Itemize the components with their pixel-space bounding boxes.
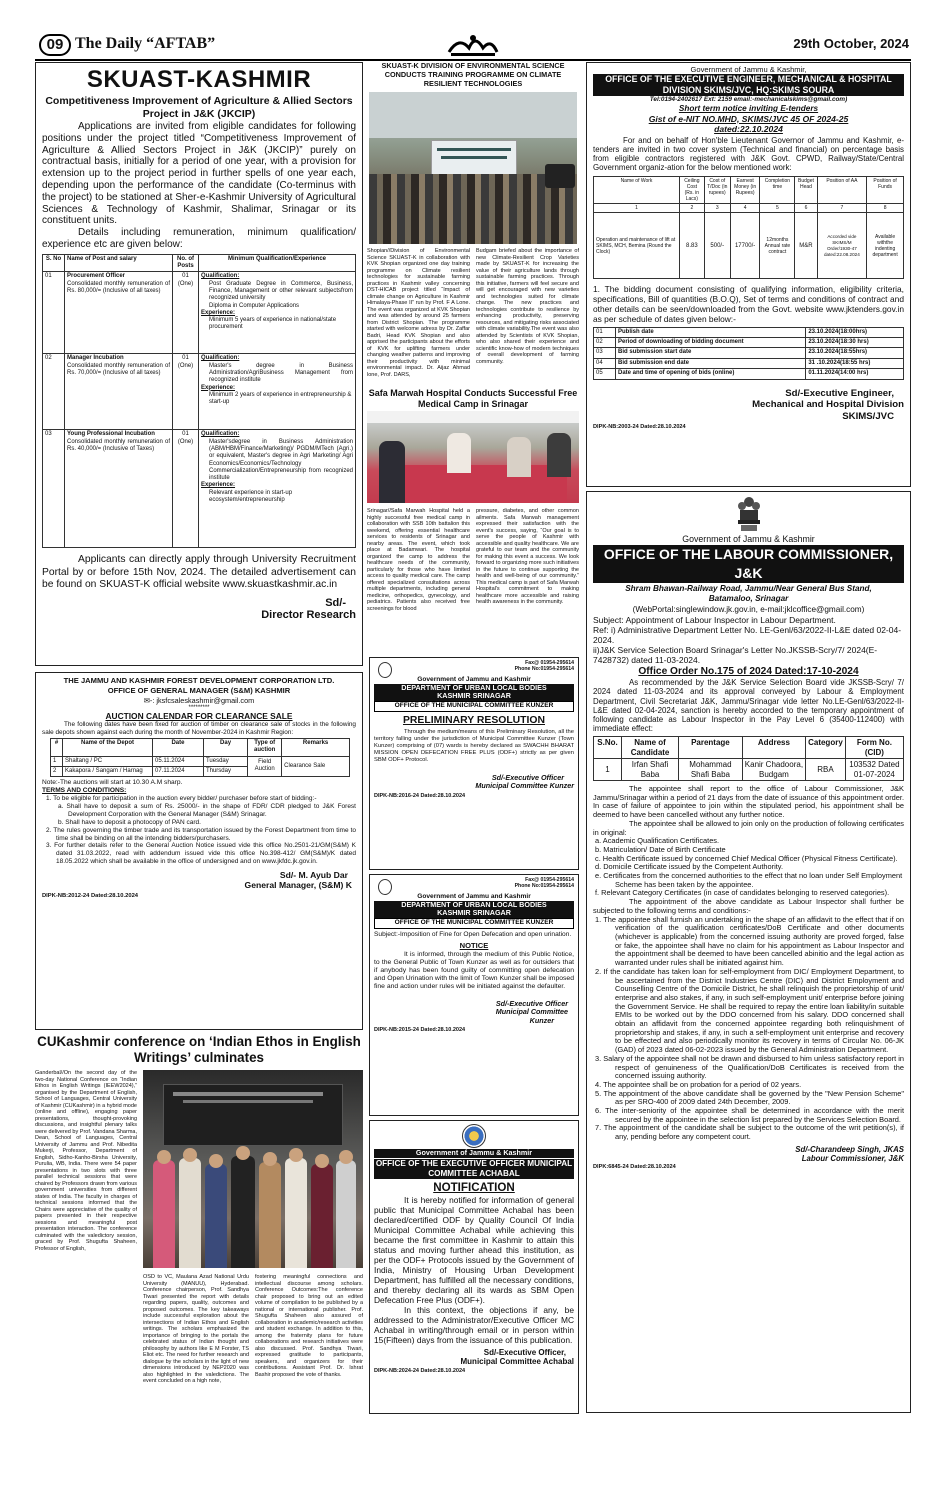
skuast-para2: Details including remuneration, minimum qualification/ experience etc are given below:	[42, 227, 356, 250]
face	[315, 1154, 329, 1168]
list-item: 5. The appointment of the above candidate shall be governed by the "New Pension Scheme" as per SRO-400 of 2009 dated 24th December, 2009.	[595, 1088, 904, 1107]
skims-para: 1. The bidding document consisting of qualifying information, eligibility criteria, specifications, Bill of quantities (B.O.Q), Set of terms and conditions of contract and other details can be seen/downloaded from the Govt. website www.jktenders.gov.in as per schedule of dates given below:-	[593, 284, 904, 324]
list-item: 4. The appointee shall be on probation for a period of 02 years.	[595, 1079, 802, 1089]
phone: Phone No:01954-295614	[514, 883, 574, 890]
dipk-number: DIPK-NB:2016-24 Dated:28.10.2024	[374, 792, 466, 799]
skims-tender-advert	[586, 62, 911, 487]
dept2: KASHMIR SRINAGAR	[437, 908, 511, 918]
skims-sd: Sd/-Executive Engineer,	[785, 387, 894, 399]
vehicle	[545, 164, 575, 188]
ref1: Ref: i) Administrative Department Letter No. LE-Genl/63/2022-II-L&E dated 02-04-2024.	[593, 625, 902, 646]
th: Name of Candidate	[622, 737, 679, 759]
dates-table	[593, 327, 904, 380]
office-name: OFFICE OF THE MUNICIPAL COMMITTEE KUNZER	[374, 918, 574, 929]
face	[289, 1148, 303, 1162]
fax: Fax@ 01954-295614	[525, 660, 574, 666]
th-depot: Name of the Depot	[63, 739, 153, 756]
term-item: a. Shall have to deposit a sum of Rs. 25000/- in the shape of FDR/ CDR pledged to J&K Forest Development Corporation with the General Manager (S&M) Srinagar.	[58, 802, 356, 818]
th-posts: No. of Posts	[173, 254, 199, 272]
th: Parentage	[679, 737, 743, 759]
resolution-body: Through the medium/means of this Preliminary Resolution, all the territory falling under the jurisdiction of Municipal Committee Kunzer (Town Kunzer) comprising of (07) wards is hereby declared as SWACHH BHARAT MISSION OPEN DEFECATION FREE PLUS (ODF+) strictly as per given SBM ODF+ Protocol.	[374, 728, 574, 763]
face	[263, 1152, 277, 1166]
person	[336, 1160, 356, 1268]
skuast-para1: Applications are invited from eligible candidates for following positions under the project titled “Competitiveness Improvement of Agriculture & Allied Sectors Project in J&K (JKCIP)” purely on contractual basis, initially for a period of one year, with a provision for extension up to the project period in further spells of one year each, depending upon the performance of the candidate (Co-terminus with the project) to be stationed at Sher-e-Kashmir University of Agricultural Sciences & Technology of Kashmir, Shalimar, Srinagar or its constituent units.	[42, 121, 356, 227]
skims-tel: Tel:0194-2402617 Ext: 2159 email:-mechanicalskims@gmail.com)	[649, 96, 848, 103]
issue-date: 29th October, 2024	[793, 36, 909, 51]
skims-table	[593, 176, 904, 279]
medical-camp-photo	[367, 411, 579, 503]
marwah-article	[367, 388, 579, 654]
govt-line: Government of Jammu and Kashmir	[417, 675, 531, 683]
office-order: Office Order No.175 of 2024 Dated:17-10-2024	[638, 666, 859, 678]
mail-icon: ✉	[143, 696, 150, 705]
term-item: 1. To be eligible for participation in the auction every bidder/ purchaser before start of bidding:-	[46, 795, 317, 802]
forest-terms	[42, 795, 356, 866]
achabal-advert	[369, 1120, 579, 1414]
marwah-col2: pressure, diabetes, and other common ailments. Safa Marwah management expressed their satisfaction with the event's success, saying, “Our goal is to serve the people of Kashmir with accessible and quality healthcare. We are grateful to our team and the community for making this event a success. We look forward to organizing more such initiatives in the future to continue supporting the health and well-being of our community.” This medical camp is part of Safa Marwah Hospital's commitment to making healthcare more accessible and raising health awareness in the community.	[476, 508, 579, 605]
cell: Mohammad Shafi Baba	[679, 759, 743, 781]
table	[397, 465, 567, 503]
post-salary: Consolidated monthly remuneration of Rs. 40,000/= (Inclusive of Taxes)	[67, 438, 170, 452]
cell: 6	[795, 204, 817, 213]
masthead	[35, 30, 911, 60]
table-row	[594, 369, 904, 379]
cell: 2	[680, 204, 705, 213]
th: Form No. (CID)	[845, 737, 903, 759]
cell: Bid submission end date	[616, 358, 806, 368]
cond-list	[593, 916, 904, 1142]
table-row	[594, 213, 904, 279]
page-number: 09	[39, 34, 71, 56]
skuast-subtitle: Competitiveness Improvement of Agriculture & Allied Sectors Project in J&K (JKCIP)	[45, 95, 353, 120]
paper-name: The Daily “AFTAB”	[75, 35, 216, 52]
th-num: #	[51, 739, 63, 756]
skuast-signatory: Director Research	[261, 609, 356, 622]
cell: Operation and maintenance of lift at SKIMS, MCH, Bemina (Round the Clock)	[594, 213, 680, 279]
labour-para1: The appointee shall report to the office of Labour Commissioner, J&K Jammu/Srinagar within a period of 21 days from the date of issuance of this appointment order. In case of failure of appointee to join within the stipulated period, his appointment shall be deemed to have been cancelled without any further notice.	[593, 784, 904, 820]
person	[547, 433, 571, 477]
cell: 103532 Dated 01-07-2024	[845, 759, 903, 781]
govt-emblem	[378, 662, 392, 678]
cell: 8.83	[680, 213, 705, 279]
short-notice: Short term notice inviting E-tenders	[678, 104, 819, 113]
marwah-headline: Safa Marwah Hospital Conducts Successful Free Medical Camp in Srinagar	[368, 388, 578, 409]
th: Position of Funds	[867, 177, 904, 204]
notification-body2: In this context, the objections if any, be addressed to the Administrator/Executive Officer MC Achabal in writing/through email or in person within 15(Fifteen) days from the issuance of this publication.	[374, 1304, 574, 1345]
cell: 17700/-	[730, 213, 760, 279]
dipk-number: DIPK:6845-24 Dated:28.10.2024	[593, 1164, 676, 1171]
dipk-number: DIPK-NB:2012-24 Dated:28.10.2024	[42, 893, 139, 900]
notice-subject: Subject:-Imposition of Fine for Open Defecation and open urination.	[374, 930, 572, 938]
training-col1: Shopian//Division of Environmental Science SKUAST-K in collaboration with KVK Shopian organized one day training programme on Climate resilient technologies for sustainable farming practices in Kashmir valley concerning DST-HICAB project titled “Impact of climate change on Agriculture in Kashmir Himalaya-Phase II” run by Prof. F A Lone. The event was organized at KVK Shopian and was attended by around 25 farmers from District Shopian. The programme started with welcome adress by Dr. Zaffar Badri, Head KVK Shopian and also apprised the participants about the efforts of KVK for uplifting farmers under changing weather patterns and improving their productivity with minimal environmental impact. Dr. Aijaz Ahmad lone, Prof. DARS,	[367, 248, 470, 378]
exp-label: Experience:	[201, 309, 236, 316]
th-type: Type of auction	[248, 739, 282, 756]
notification-body: It is hereby notified for information of general public that Municipal Committee Achabal has been declared/certified ODF by Quality Council Of India Municipal Committee Achabal while achieving this became the first committee in Kashmir to attain this status and moving further ahead this institution, as per the ODF+ Protocols issued by the Government of India, Ministry of Housing Urban Development Department, has fulfilled all the necessary conditions, and thereby declaring all its wards as SBM Open Defecation Free Plus (ODF+).	[374, 1194, 574, 1305]
training-article	[367, 62, 579, 384]
skuast-title: SKUAST-KASHMIR	[86, 66, 312, 93]
cell: 05.11.2024	[153, 756, 204, 766]
govt-line: Government of Jammu & Kashmir	[682, 534, 815, 544]
th-post: Name of Post and salary	[65, 254, 173, 272]
govt-line: Government of Jammu & Kashmir,	[690, 65, 807, 74]
cell-remarks: Clearance Sale	[282, 756, 350, 776]
cell: 23.10.2024(18:00hrs)	[806, 327, 904, 337]
th-date: Date	[153, 739, 204, 756]
th: S.No.	[594, 737, 622, 759]
table-row	[43, 430, 356, 548]
cell: 1	[594, 759, 622, 781]
kunzer-notice-advert	[369, 874, 579, 1116]
cell: Kakapora / Sangam / Harnag	[63, 766, 153, 776]
cell: Date and time of opening of bids (online)	[616, 369, 806, 379]
cell: Tuesday	[203, 756, 247, 766]
th-qual: Minimum Qualification/Experience	[199, 254, 356, 272]
list-item: a. Academic Qualification Certificates.	[595, 836, 720, 846]
skuast-advert	[35, 62, 363, 666]
person	[179, 1158, 201, 1268]
th-day: Day	[203, 739, 247, 756]
exp-label: Experience:	[201, 482, 236, 489]
cell-sno: 03	[43, 430, 65, 548]
cell: 5	[760, 204, 795, 213]
skims-sig2: SKIMS/JVC	[842, 410, 894, 422]
th: Budget Head	[795, 177, 817, 204]
cell: 03	[594, 348, 616, 358]
cell: 7	[817, 204, 867, 213]
cell-type: Field Auction	[248, 756, 282, 776]
banner-text	[437, 148, 511, 151]
cuk-conference-photo	[143, 1070, 363, 1268]
forest-title1: THE JAMMU AND KASHMIR FOREST DEVELOPMENT CORPORATION LTD.	[63, 676, 335, 685]
th: Ceiling Cost (Rs. in Lacs)	[680, 177, 705, 204]
list-item: 1. The appointee shall furnish an undertaking in the shape of an affidavit to the effect that if on verification of the qualification certificates/DoB Certificate and other documents (whichever is applicable) from the concerned issuing authority are proved forged, false or fake, the appointee shall have no claim for his appointment as Labour Inspector and the appointment shall be deemed to have been cancelled abinitio and the legal action as warranted under rules shall be initiated against him.	[595, 914, 904, 968]
exp-label: Experience:	[201, 384, 236, 391]
forest-title2: OFFICE OF GENERAL MANAGER (S&M) KASHMIR	[107, 685, 291, 695]
exp-item: Relevant experience in start-up ecosystem/entrepreneurship	[209, 489, 293, 504]
office-bar: OFFICE OF THE EXECUTIVE OFFICER MUNICIPAL COMMITTEE ACHABAL	[375, 1158, 573, 1178]
cell: Thursday	[203, 766, 247, 776]
term-item: 3. For further details refer to the General Auction Notice issued vide this office No.2501-21/GM(S&M) K dated 31.03.2022, read with addendum issued vide this office No.398-412/ GM(S&M)/K dated 18.05.2022 which shall be available in the office of undersigned and on www.jkfdc.jk.gov.in.	[46, 842, 356, 866]
resolution-heading: PRELIMINARY RESOLUTION	[402, 714, 545, 726]
person	[205, 1164, 227, 1268]
cuk-headline: CUKashmir conference on ‘Indian Ethos in English Writings’ culminates	[37, 1034, 361, 1065]
office-bar	[593, 74, 904, 96]
ref2: ii)J&K Service Selection Board Srinagar's Letter No.JKSSB-Scry/7/ 2024(E-7428732) dated 11-03-2024.	[593, 645, 878, 666]
th: Cost of T/Doc (in rupees)	[704, 177, 730, 204]
cell: 12months Annual rate contract	[760, 213, 795, 279]
list-item: 3. Salary of the appointee shall not be drawn and disbursed to him unless satisfactory report in respect of genuineness of the Qualification/DoB Certificates is received from the concerned issuing authority.	[595, 1053, 904, 1081]
cuk-article	[35, 1034, 363, 1452]
ashoka-emblem-icon	[736, 494, 762, 534]
person	[311, 1164, 333, 1268]
list-item: c. Health Certificate issued by concerned Chief Medical Officer (Physical Fitness Certificate).	[595, 853, 898, 863]
dept1: DEPARTMENT OF URBAN LOCAL BODIES	[401, 682, 547, 692]
qual-item: Master's degree in Business Administration/AgriBusiness Management from recognized institute	[209, 362, 353, 384]
cell-sno: 01	[43, 272, 65, 354]
skuast-table	[42, 254, 356, 549]
th: Category	[806, 737, 846, 759]
banner-text	[441, 156, 507, 159]
dept2: KASHMIR SRINAGAR	[437, 691, 511, 701]
cell: Available withthe indenting department	[867, 213, 904, 279]
cell: RBA	[806, 759, 846, 781]
banner-text	[173, 1092, 323, 1096]
labour-signatory: Labour Commissioner, J&K	[801, 1154, 904, 1164]
cell: Period of downloading of bidding document	[616, 338, 806, 348]
dipk-number: DIPK-NB:2003-24 Dated:28.10.2024	[593, 424, 686, 431]
th: Address	[742, 737, 805, 759]
notice-body: It is informed, through the medium of this Public Notice, to the General Public of Town Kunzer as well as for outsiders that if anybody has been found guilty of committing open defecation and Open Urination with the limit of Town Kunzer shall be imposed fine and action under rules will be initiated against the defaulter.	[374, 950, 574, 991]
labour-sd: Sd/-Charandeep Singh, JKAS	[795, 1144, 904, 1154]
post-name: Procurement Officer	[67, 273, 126, 280]
achabal-signatory: Municipal Committee Achabal	[460, 1357, 574, 1367]
face	[183, 1148, 197, 1162]
cell-qual	[199, 430, 356, 548]
th-remarks: Remarks	[282, 739, 350, 756]
cell: 07.11.2024	[153, 766, 204, 776]
cell-post	[65, 354, 173, 430]
cuk-col3: fostering meaningful connections and intellectual discourse among scholars. Conference Outcomes:The conference chair proposed to bring out an edited volume of compilation to be published by a national or international publisher. Prof. Shugufta Shaheen also assured of collaboration in academic/research activities and student exchange. In addition to this, among the fraternity plans for future collaborations and research initiatives were also discussed. Prof. Sandhya Tiwari, expressed gratitude to participants, speakers, and organizers for their contributions. Assistant Prof. Dr. Ishrat Bashir proposed the vote of thanks.	[255, 1274, 363, 1378]
dept-bar	[374, 901, 574, 929]
marwah-col1: Srinagar//Safa Marwah Hospital held a highly successful free medical camp in collaboration with SSB 10th battalion this weekend, offering essential healthcare services to residents of Srinagar and nearby areas. The event, which took place at Badamwari. The hospital organized the camp to address the healthcare needs of the community, particularly for those who have limited access to quality medical care. The camp offered specialized consultations across multiple departments, including general medicine, orthopedics, gynecology, and pediatrics. Patients also received free screenings for blood	[367, 508, 470, 612]
cell: 4	[730, 204, 760, 213]
cell: 500/-	[704, 213, 730, 279]
kunzer2-sig1: Municipal Committee	[495, 1007, 568, 1017]
phone: Phone No:01954-295614	[514, 666, 574, 673]
list-item: 2. If the candidate has taken loan for self-employment from DIC/ Employment Department, to be ascertained from the District Industries Centre (DIC) and District Employment and Counselling Centre of the Domicile District, he shall relinquish the proprietorship of unit/ enterprise and also stakes, if any, in such self-employment unit/ enterprise before joining the Government Service. He shall be required to repay the entire loan liability/in suitable EMIs to be worked out by the DDO concerned from his salary. DDO concerned shall obtain an affidavit from the concerned appointee regarding both relinquishment of proprietorship and stakes, if any, in such a self-employment unit enterprise and recovery to be effected and also periodically monitor its recovery in terms of Circular No. 06-JK (GAD) of 2023 dated 06-02-2023 issued by the General Administration Department.	[595, 966, 904, 1055]
cell-sno: 02	[43, 354, 65, 430]
cell: 23.10.2024(18:30 hrs)	[806, 338, 904, 348]
skuast-sd: Sd/-	[325, 597, 346, 610]
subject: Subject: Appointment of Labour Inspector in Labour Department.	[593, 615, 836, 626]
address2: Batamaloo, Srinagar	[708, 593, 789, 603]
face	[339, 1150, 353, 1164]
post-salary: Consolidated monthly remuneration of Rs. 80,000/= (Inclusive of all taxes)	[67, 280, 170, 294]
forest-note: Note:-The auctions will start at 10.30 A.M sharp.	[42, 779, 183, 786]
candidate-table	[593, 736, 904, 781]
person	[507, 437, 531, 477]
forest-terms-head: TERMS AND CONDITIONS:	[42, 787, 127, 794]
email-text: -: jksfcsaleskashmir@gmail.com	[149, 696, 255, 705]
office-bar: OFFICE OF THE LABOUR COMMISSIONER, J&K	[593, 545, 904, 583]
th-sno: S. No	[43, 254, 65, 272]
forest-email	[42, 696, 356, 705]
cuk-col1: Ganderbal//On the second day of the two-day National Conference on “Indian Ethos in English Writings (IEEW2024),” organised by the Department of English, School of Languages, Central University of Kashmir (CUKashmir) in a hybrid mode (online and offline), engaging paper presentations, thought-provoking discussions, and insightful plenary talks were delivered by Prof. Vandana Sharma, Dean, School of Languages, Central University of Jammu and Prof. Nibedita Mukerji, Professor, Department of English, Sidho-Kanho-Birsha University, Purulia, WB, India. There were 54 paper presentations in two slots with three parallel technical sessions that were chaired by Professors drawn from various government universities from different states of India. The faculty in charges of technical sessions informed that the Chairs were appreciative of the quality of papers presented in their respective sessions and meaningful post presentation interaction. The conference culminated with the valedictory session, graced by Prof. Shugufta Shaheen, Professor of English,	[35, 1070, 137, 1252]
list-item: 7. The appointment of the candidate shall be subject to the outcome of the writ petition(s), if any, pending before any competent court.	[595, 1123, 904, 1142]
cell-posts: 01 (One)	[173, 354, 199, 430]
cell: 05	[594, 369, 616, 379]
cell: 31 .10.2024(18:55 hrs)	[806, 358, 904, 368]
labour-para3: The appointment of the above candidate as Labour Inspector shall further be subjected to the following terms and conditions:-	[593, 897, 904, 915]
th: Earnest Money (in Rupees)	[730, 177, 760, 204]
dept-bar	[374, 684, 574, 712]
cell: Kanir Chadoora, Budgam	[742, 759, 805, 781]
dipk-number: DIPK-NB:2015-24 Dated:28.10.2024	[374, 1027, 466, 1034]
person	[153, 1160, 175, 1268]
cell: 01	[594, 327, 616, 337]
cell-qual	[199, 354, 356, 430]
th: Name of Work	[594, 177, 680, 204]
th: Completion time	[760, 177, 795, 204]
forest-heading: AUCTION CALENDAR FOR CLEARANCE SALE	[105, 711, 293, 721]
post-name: Manager Incubation	[67, 355, 124, 362]
training-headline: SKUAST-K DIVISION OF ENVIRONMENTAL SCIENCE CONDUCTS TRAINING PROGRAMME ON CLIMATE RESILIENT TECHNOLOGIES	[381, 61, 565, 88]
cell-qual	[199, 272, 356, 354]
cell: Irfan Shafi Baba	[622, 759, 679, 781]
term-item: b. Shall have to deposit a photocopy of PAN card.	[58, 818, 201, 826]
list-item: e. Certificates from the concerned authorities to the effect that no loan under Self Employment Scheme has been taken by the appointee.	[595, 871, 903, 889]
gist: Gist of e-NIT NO.MHD, SKIMS/JVC 45 OF 2024-25 dated:22.10.2024	[648, 113, 849, 134]
table-row	[51, 756, 350, 766]
cell: 3	[704, 204, 730, 213]
cell: Accorded vide SKIMS/M Order/1930-47 dated:22.08.2024	[817, 213, 867, 279]
govt-bar: Government of Jammu & Kashmir	[374, 1149, 574, 1158]
cell: Publish date	[616, 327, 806, 337]
cell: 01.11.2024(14:00 hrs)	[806, 369, 904, 379]
tent-roof	[367, 411, 579, 423]
labour-intro: As recommended by the J&K Service Selection Board vide JKSSB-Scry/ 7/ 2024 dated 11-03-2024 and its approval conveyed by Labour & Employment Department, Civil Secretariat J&K, Jammu/Srinagar vide letter No.LE-Genl/63/2022-II-L&E dated 02-04-2024, sanction is hereby accorded to the temporary appointment of following candidate as Labour Inspector in the Pay Level 6 (35400-112400) with immediate effect:	[593, 678, 904, 734]
term-item: 2. The rules governing the timber trade and its transportation issued by the Forest Department from time to time shall be binding on all the intending bidders/purchasers.	[46, 826, 356, 842]
cell: 1	[594, 204, 680, 213]
table-row	[594, 327, 904, 337]
cell: Bid submission start date	[616, 348, 806, 358]
cell: 23.10.2024(18:55hrs)	[806, 348, 904, 358]
cell-post	[65, 272, 173, 354]
office-name: OFFICE OF THE MUNICIPAL COMMITTEE KUNZER	[374, 701, 574, 712]
person	[259, 1162, 281, 1268]
dept1: DEPARTMENT OF URBAN LOCAL BODIES	[401, 899, 547, 909]
kunzer1-sd: Sd/-Executive Officer	[491, 772, 564, 782]
govt-emblem	[378, 879, 392, 895]
face	[209, 1154, 223, 1168]
doctor	[447, 433, 471, 473]
table-row	[594, 358, 904, 368]
table-row	[43, 272, 356, 354]
list-item: f. Relevant Category Certificates (in case of candidates belonging to reserved categories).	[595, 888, 890, 898]
list-item: b. Matriculation/ Date of Birth Certificate	[595, 844, 726, 854]
cell: Shaltang / PC	[63, 756, 153, 766]
qual-label: Qualification:	[201, 355, 240, 362]
office-line2: DIVISION SKIMS/JVC, HQ:SKIMS SOURA	[662, 85, 835, 95]
web-portal: (WebPortal:singlewindow.jk.gov.in, e-mail:jklcoffice@gmail.com)	[632, 605, 865, 615]
cell: 8	[867, 204, 904, 213]
cell: M&R	[795, 213, 817, 279]
qual-item: Master'sdegree in Business Administration (ABM/HBM/Finance/Marketing)/ PGDM/MTech (Agri.) or equivalent, Master's degree in Agri Marketing/ Agri Economics/Economics/Technology Commercialization/Entrepreneurship from recognized institute	[209, 438, 353, 482]
qual-item: Diploma in Computer Applications	[209, 302, 300, 309]
cell: 1	[51, 756, 63, 766]
training-col2: Budgam briefed about the importance of new Climate-Resilient Crop Varieties made by SKUAST-K for increasing the value of their agriculture lands through sustainable farming practices. Through this initiative, farmers will feel secure and will get encouraged with new varieties and technologies suited for climate change. The new practices and technologies contribute to resilience by enhancing productivity, preserving resources, and mitigating risks associated with climate variability.The event was also attended by Scientists of KVK Shopian, who also shared their experience and scientific know-how of modern techniques of overall development of farming community.	[476, 248, 579, 365]
person	[231, 1156, 255, 1268]
cell: 2	[51, 766, 63, 776]
face	[157, 1150, 171, 1164]
dipk-number: DIPK-NB:2024-24 Dated:28.10.2024	[374, 1367, 466, 1374]
kunzer2-sig2: Kunzer	[529, 1015, 554, 1025]
th: Position of AA	[817, 177, 867, 204]
list-item: 6. The inter-seniority of the appointee shall be determined in accordance with the merit secured by the appointee in the selection list prepared by the Services Selection Board.	[595, 1106, 904, 1124]
table-row	[594, 338, 904, 348]
qual-label: Qualification:	[201, 273, 240, 280]
post-salary: Consolidated monthly remuneration of Rs. 70,000/= (Inclusive of all taxes)	[67, 362, 170, 376]
cell: 04	[594, 358, 616, 368]
training-photo	[369, 92, 577, 244]
forest-sd: Sd/- M. Ayub Dar	[279, 870, 348, 881]
masthead-logo	[445, 30, 501, 58]
building	[369, 92, 577, 138]
face	[236, 1146, 250, 1160]
cell-post	[65, 430, 173, 548]
govt-line: Government of Jammu and Kashmir	[417, 892, 531, 900]
labour-order-advert	[586, 491, 911, 1413]
skuast-para3: Applicants can directly apply through University Recruitment Portal by or before 15th Nov, 2024. The detailed advertisement can be found on SKUAST-K official website www.skuastkashmir.ac.in	[42, 554, 356, 590]
qual-label: Qualification:	[201, 431, 240, 438]
qual-item: Post Graduate Degree in Commerce, Business, Finance, Management or other relevant subjectsfrom recognized university	[209, 280, 353, 302]
achabal-sd: Sd/-Executive Officer,	[483, 1347, 566, 1357]
cell-posts: 01 (One)	[173, 272, 199, 354]
forest-table	[50, 738, 350, 777]
patient	[379, 441, 405, 503]
table-row	[594, 348, 904, 358]
kunzer-resolution-advert	[369, 657, 579, 870]
cell-posts: 01 (One)	[173, 430, 199, 548]
notice-heading: NOTICE	[459, 940, 489, 950]
cert-list	[593, 837, 904, 898]
forest-stars: *********	[188, 705, 210, 711]
fax: Fax@ 01954-295614	[525, 877, 574, 883]
exp-item: Minimum 2 years of experience in entrepreneurship & start-up	[209, 391, 352, 406]
notification-heading: NOTIFICATION	[433, 1180, 515, 1194]
forest-intro: The following dates have been fixed for auction of timber on clearance sale of stocks in the following sale depots shown against each during the month of November-2024 in Kashmir Region:	[42, 721, 356, 736]
list-item: d. Domicile Certificate issued by the Competent Authority.	[595, 862, 783, 872]
exp-item: Minimum 5 years of experience in national/state procurement	[209, 317, 337, 331]
forest-advert	[35, 672, 363, 1030]
office-line1: OFFICE OF THE EXECUTIVE ENGINEER, MECHANICAL & HOSPITAL	[605, 74, 892, 84]
cell: 02	[594, 338, 616, 348]
person	[285, 1158, 307, 1268]
cuk-col2: OSD to VC, Maulana Azad National Urdu University (MANUU), Hyderabad. Conference chairperson, Prof. Sandhya Tiwari presented the report with details regarding papers, quality, outcomes and proposed outcomes. The key takeaways include successful exploration about the intersections of Indian Ethos and English writings. The scholars emphasized the importance of bringing to the portals the celebrated status of Indian thought and philosophy by authors like E M Forster, TS Eliot etc. The need for further research and dialogue by the scholars in the light of new dimensions introduced by NEP2020 was also highlighted in the valedictions. The event concluded on a high note,	[143, 1274, 249, 1384]
table-row	[594, 759, 904, 781]
table-row	[43, 354, 356, 430]
emblem-icon	[462, 1124, 486, 1148]
skims-sig1: Mechanical and Hospital Division	[752, 399, 904, 411]
labour-para2: The appointee shall be allowed to join only on the production of following certificates in original:	[593, 818, 904, 837]
banner-text	[183, 1100, 313, 1103]
kunzer2-sd: Sd/-Executive Officer	[495, 998, 568, 1008]
skims-intro: For and on behalf of Hon'ble Lieutenant Governor of Jammu and Kashmir, e-tenders are invited in two cover system (Technical and financial) on percentage basis from eligible contractors registered with J&K Govt. CPWD, Railway/State/Central Government organiz-ation for the below mentioned work:	[593, 135, 904, 173]
kunzer1-signatory: Municipal Committee Kunzer	[475, 781, 574, 791]
post-name: Young Professional Incubation	[67, 431, 155, 438]
address1: Shram Bhawan-Railway Road, Jammu/Near General Bus Stand,	[625, 584, 872, 593]
forest-signatory: General Manager, (S&M) K	[244, 880, 352, 891]
